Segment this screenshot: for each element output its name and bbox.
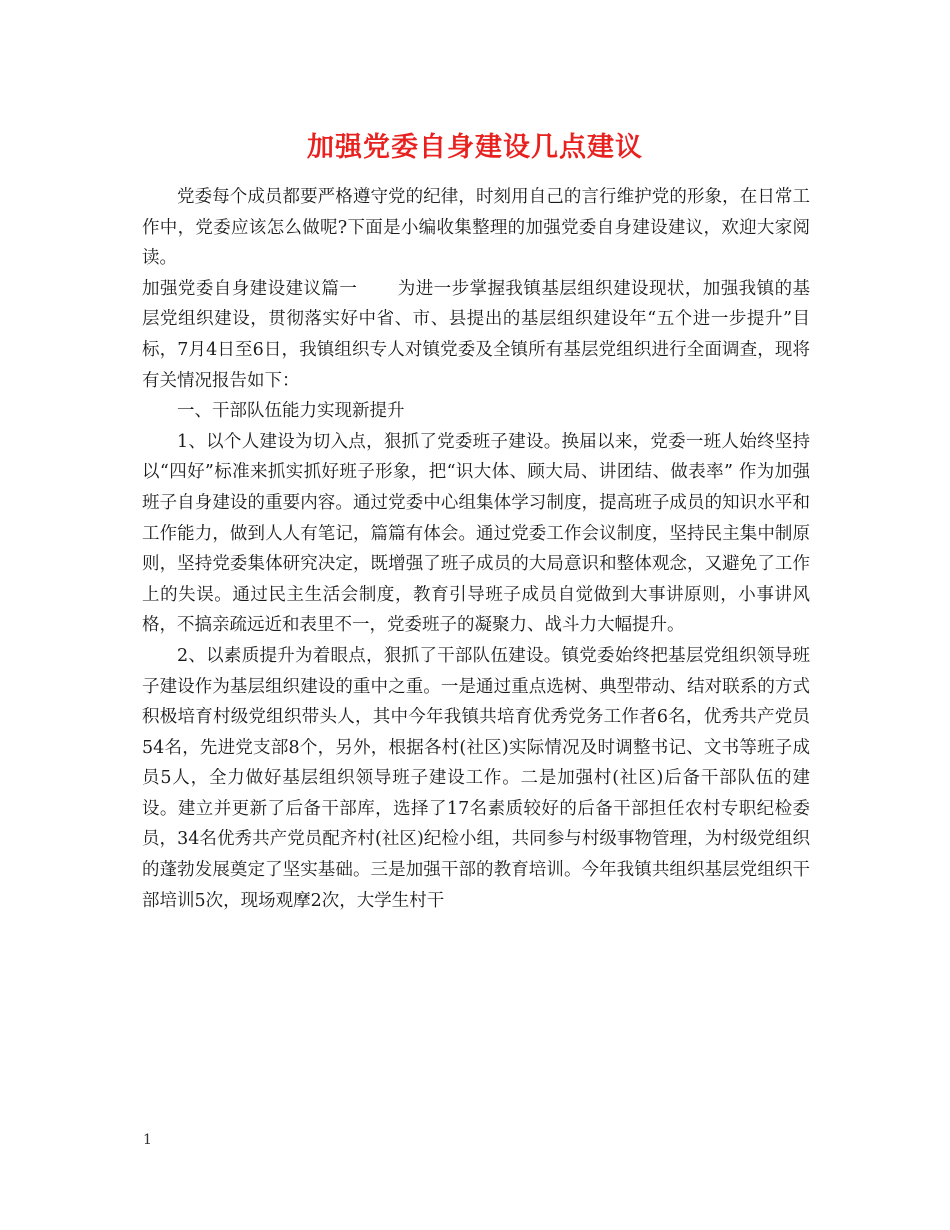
section-heading: 一、干部队伍能力实现新提升 [177,401,405,422]
section-paragraph [142,274,810,396]
section-label: 加强党委自身建设建议篇一 [142,278,358,299]
document-title: 加强党委自身建设几点建议 [307,132,643,163]
document-body [142,182,810,916]
page-number: 1 [143,1132,152,1148]
paragraph-2: 2、以素质提升为着眼点，狠抓了干部队伍建设。镇党委始终把基层党组织领导班子建设作为基层组织建设的重中之重。一是通过重点选树、典型带动、结对联系的方式积极培育村级党组织带头人，其中今年我镇共培育优秀党务工作者6名，优秀共产党员54名，先进党支部8个，另外，根据各村(社区)实际情况及时调整书记、文书等班子成员5人，全力做好基层组织领导班子建设工作。二是加强村(社区)后备干部队伍的建设。建立并更新了后备干部库，选择了17名素质较好的后备干部担任农村专职纪检委员，34名优秀共产党员配齐村(社区)纪检小组，共同参与村级事物管理，为村级党组织的蓬勃发展奠定了坚实基础。三是加强干部的教育培训。今年我镇共组织基层党组织干部培训5次，现场观摩2次，大学生村干 [142,645,810,911]
paragraph-1: 1、以个人建设为切入点，狠抓了党委班子建设。换届以来，党委一班人始终坚持以“四好”标准来抓实抓好班子形象，把“识大体、顾大局、讲团结、做表率” 作为加强班子自身建设的重要内容。通过党委中心组集体学习制度，提高班子成员的知识水平和工作能力，做到人人有笔记，篇篇有体会。通过党委工作会议制度，坚持民主集中制原则，坚持党委集体研究决定，既增强了班子成员的大局意识和整体观念，又避免了工作上的失误。通过民主生活会制度，教育引导班子成员自觉做到大事讲原则，小事讲风格，不搞亲疏远近和表里不一，党委班子的凝聚力、战斗力大幅提升。 [142,431,810,636]
intro-paragraph: 党委每个成员都要严格遵守党的纪律，时刻用自己的言行维护党的形象，在日常工作中，党委应该怎么做呢?下面是小编收集整理的加强党委自身建设建议，欢迎大家阅读。 [142,187,810,269]
section-text: 为进一步掌握我镇基层组织建设现状，加强我镇的基层党组织建设，贯彻落实好中省、市、县提出的基层组织建设年“五个进一步提升”目标，7月4日至6日，我镇组织专人对镇党委及全镇所有基层党组织进行全面调查，现将有关情况报告如下： [142,278,811,391]
